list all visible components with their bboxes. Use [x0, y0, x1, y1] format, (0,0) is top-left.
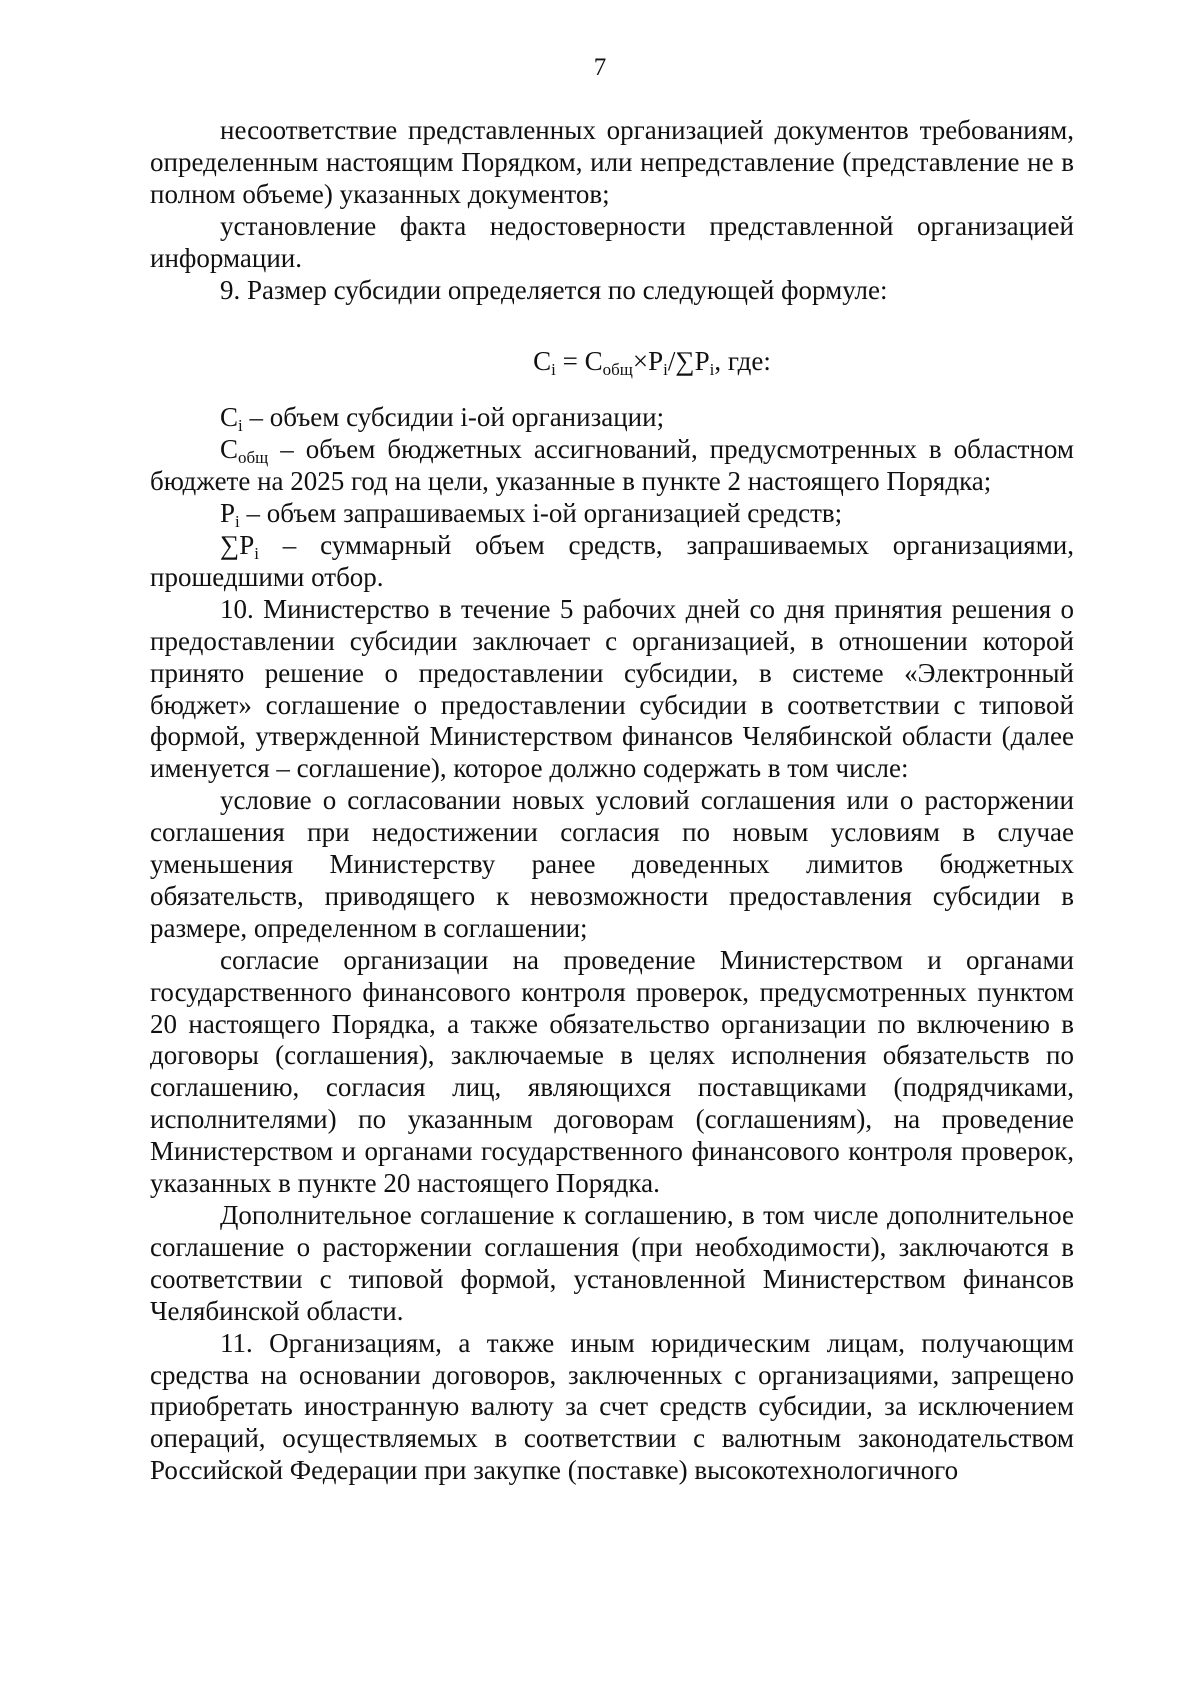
definition-cobsh-subscript: общ [238, 448, 269, 468]
definition-sum-symbol: ∑P [220, 529, 255, 560]
document-body [150, 115, 1074, 1487]
definition-cobsh-text: – объем бюджетных ассигнований, предусмотренных в областном бюджете на 2025 год на цели, указанные в пункте 2 настоящего Порядка; [150, 434, 1074, 497]
paragraph-10-condition: условие о согласовании новых условий соглашения или о расторжении соглашения при недостижении согласия по новым условиям в случае уменьшения Министерству ранее доведенных лимитов бюджетных обязательств, приводящего к невозможности предоставления субсидии в размере, определенном в соглашении; [150, 785, 1074, 943]
paragraph-10-consent: согласие организации на проведение Министерством и органами государственного финансового контроля проверок, предусмотренных пунктом 20 настоящего Порядка, а также обязательство организации по включению в договоры (соглашения), заключаемые в целях исполнения обязательств по соглашению, согласия лиц, являющихся поставщиками (подрядчиками, исполнителями) по указанным договорам (соглашениям), на проведение Министерством и органами государственного финансового контроля проверок, указанных в пункте 20 настоящего Порядка. [150, 944, 1074, 1199]
definition-pi-symbol: P [220, 498, 236, 529]
formula-times-p: ×P [632, 346, 664, 377]
subsidy-formula [150, 346, 1074, 378]
definition-ci [150, 402, 1074, 434]
paragraph-noncompliance: несоответствие представленных организацией документов требованиям, определенным настоящим Порядком, или непредставление (представление не в полном объеме) указанных документов; [150, 115, 1074, 209]
definition-ci-subscript: i [238, 416, 243, 436]
definition-cobsh [150, 434, 1074, 498]
definition-sum-subscript: i [254, 543, 259, 563]
formula-ci-symbol: C [533, 346, 552, 377]
formula-slash-sum: /∑P [667, 346, 710, 377]
paragraph-10-agreement: 10. Министерство в течение 5 рабочих дней со дня принятия решения о предоставлении субсидии заключает с организацией, в отношении которой принято решение о предоставлении субсидии, в системе «Электронный бюджет» соглашение о предоставлении субсидии в соответствии с типовой формой, утвержденной Министерством финансов Челябинской области (далее именуется – соглашение), которое должно содержать в том числе: [150, 593, 1074, 784]
paragraph-9-subsidy-size: 9. Размер субсидии определяется по следующей формуле: [220, 274, 888, 305]
definition-cobsh-symbol: C [220, 434, 239, 465]
paragraph-10-additional-agreement: Дополнительное соглашение к соглашению, в том числе дополнительное соглашение о расторжении соглашения (при необходимости), заключаются в соответствии с типовой формой, установленной Министерством финансов Челябинской области. [150, 1200, 1074, 1326]
page-number: 7 [593, 54, 607, 81]
definition-pi-subscript: i [235, 512, 240, 532]
formula-pi-subscript: i [663, 360, 668, 380]
formula-ci-subscript: i [551, 360, 556, 380]
definition-pi-text: – объем запрашиваемых i-ой организацией средств; [239, 498, 843, 529]
definition-sum-pi [150, 530, 1074, 594]
formula-obsh-subscript: общ [602, 360, 633, 380]
formula-equals-c: = C [555, 346, 603, 377]
definition-sum-text: – суммарный объем средств, запрашиваемых организациями, прошедшими отбор. [150, 529, 1074, 592]
definition-ci-symbol: C [220, 402, 239, 433]
formula-tail: , где: [714, 346, 771, 377]
definition-pi [150, 498, 1074, 530]
definition-ci-text: – объем субсидии i-ой организации; [242, 402, 665, 433]
paragraph-unreliable-info: установление факта недостоверности представленной организацией информации. [150, 210, 1074, 273]
formula-sum-subscript: i [709, 360, 715, 380]
paragraph-11-foreign-currency: 11. Организациям, а также иным юридическим лицам, получающим средства на основании договоров, заключенных с организациями, запрещено приобретать иностранную валюту за счет средств субсидии, за исключением операций, осуществляемых в соответствии с валютным законодательством Российской Федерации при закупке (поставке) высокотехнологичного [150, 1327, 1074, 1486]
